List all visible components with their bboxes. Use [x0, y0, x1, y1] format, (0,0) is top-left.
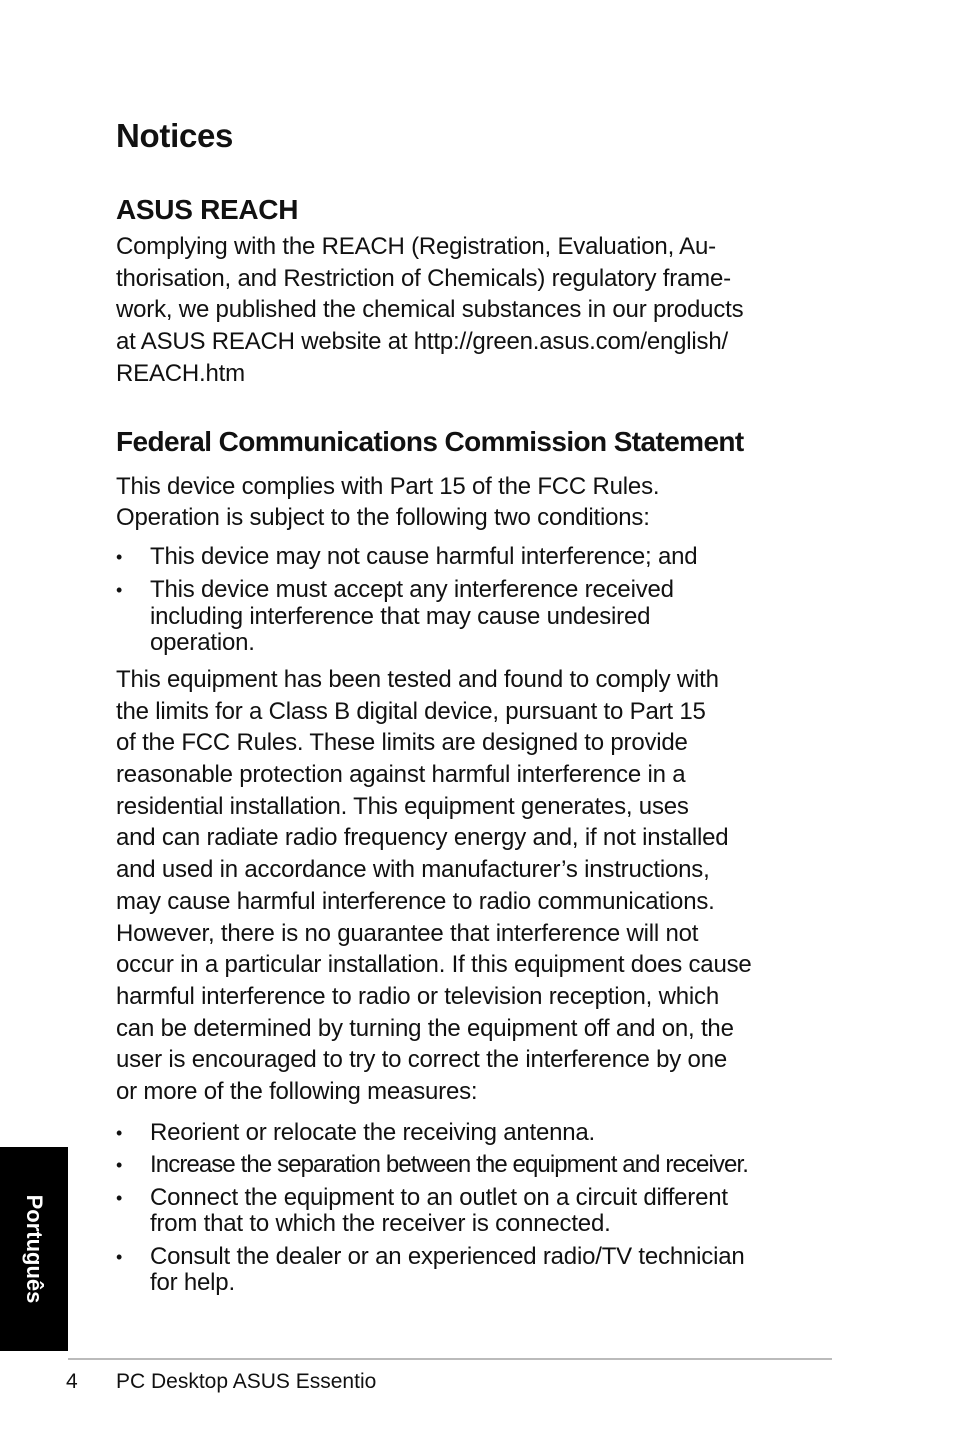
list-item-text: Connect the equipment to an outlet on a circuit different from that to which the receiver is connected.	[150, 1183, 728, 1238]
list-item	[116, 1185, 832, 1238]
reach-paragraph: Complying with the REACH (Registration, Evaluation, Au- thorisation, and Restriction of Chemicals) regulatory frame- work, we published the chemical substances in our products at ASUS REACH website at http://green.asus.com/english/ REACH.htm	[116, 233, 744, 387]
bullet-glyph: •	[116, 1155, 123, 1176]
page-title: Notices	[116, 117, 234, 154]
bullet-glyph: •	[116, 1122, 123, 1143]
list-item	[116, 1120, 832, 1147]
list-item-text: Increase the separation between the equipment and receiver.	[150, 1151, 748, 1179]
fcc-measures-list	[116, 1120, 832, 1297]
fcc-section-title: Federal Communications Commission Statement	[116, 425, 744, 457]
list-item	[116, 544, 832, 571]
list-item-text: Reorient or relocate the receiving antenna.	[150, 1118, 596, 1146]
bullet-glyph: •	[116, 546, 123, 567]
fcc-intro-paragraph: This device complies with Part 15 of the FCC Rules. Operation is subject to the following two conditions:	[116, 472, 660, 532]
footer-divider	[68, 1358, 832, 1360]
bullet-glyph: •	[116, 580, 123, 601]
list-item-text: Consult the dealer or an experienced radio/TV technician for help.	[150, 1242, 745, 1297]
list-item	[116, 577, 832, 657]
bullet-glyph: •	[116, 1246, 123, 1267]
language-label: Português	[22, 1194, 47, 1304]
fcc-conditions-list	[116, 544, 832, 657]
fcc-body-paragraph: This equipment has been tested and found to comply with the limits for a Class B digital device, pursuant to Part 15 of the FCC Rules. These limits are designed to provide reasonable protection against harmful interference in a residential installation. This equipment generates, uses and can radiate radio frequency energy and, if not installed and used in accordance with manufacturer’s instructions, may cause harmful interference to radio communications. However, there is no guarantee that interference will not occur in a particular installation. If this equipment does cause harmful interference to radio or television reception, which can be determined by turning the equipment off and on, the user is encouraged to try to correct the interference by one or more of the following measures:	[116, 665, 752, 1106]
language-side-tab	[0, 1147, 68, 1351]
page-number: 4	[66, 1370, 78, 1393]
bullet-glyph: •	[116, 1187, 123, 1208]
list-item	[116, 1152, 832, 1179]
list-item-text: This device must accept any interference received including interference that may cause undesired operation.	[150, 576, 674, 657]
reach-section-title: ASUS REACH	[116, 194, 299, 225]
footer-title: PC Desktop ASUS Essentio	[116, 1370, 377, 1393]
list-item	[116, 1244, 832, 1297]
page-content	[116, 114, 832, 1297]
list-item-text: This device may not cause harmful interference; and	[150, 542, 698, 570]
